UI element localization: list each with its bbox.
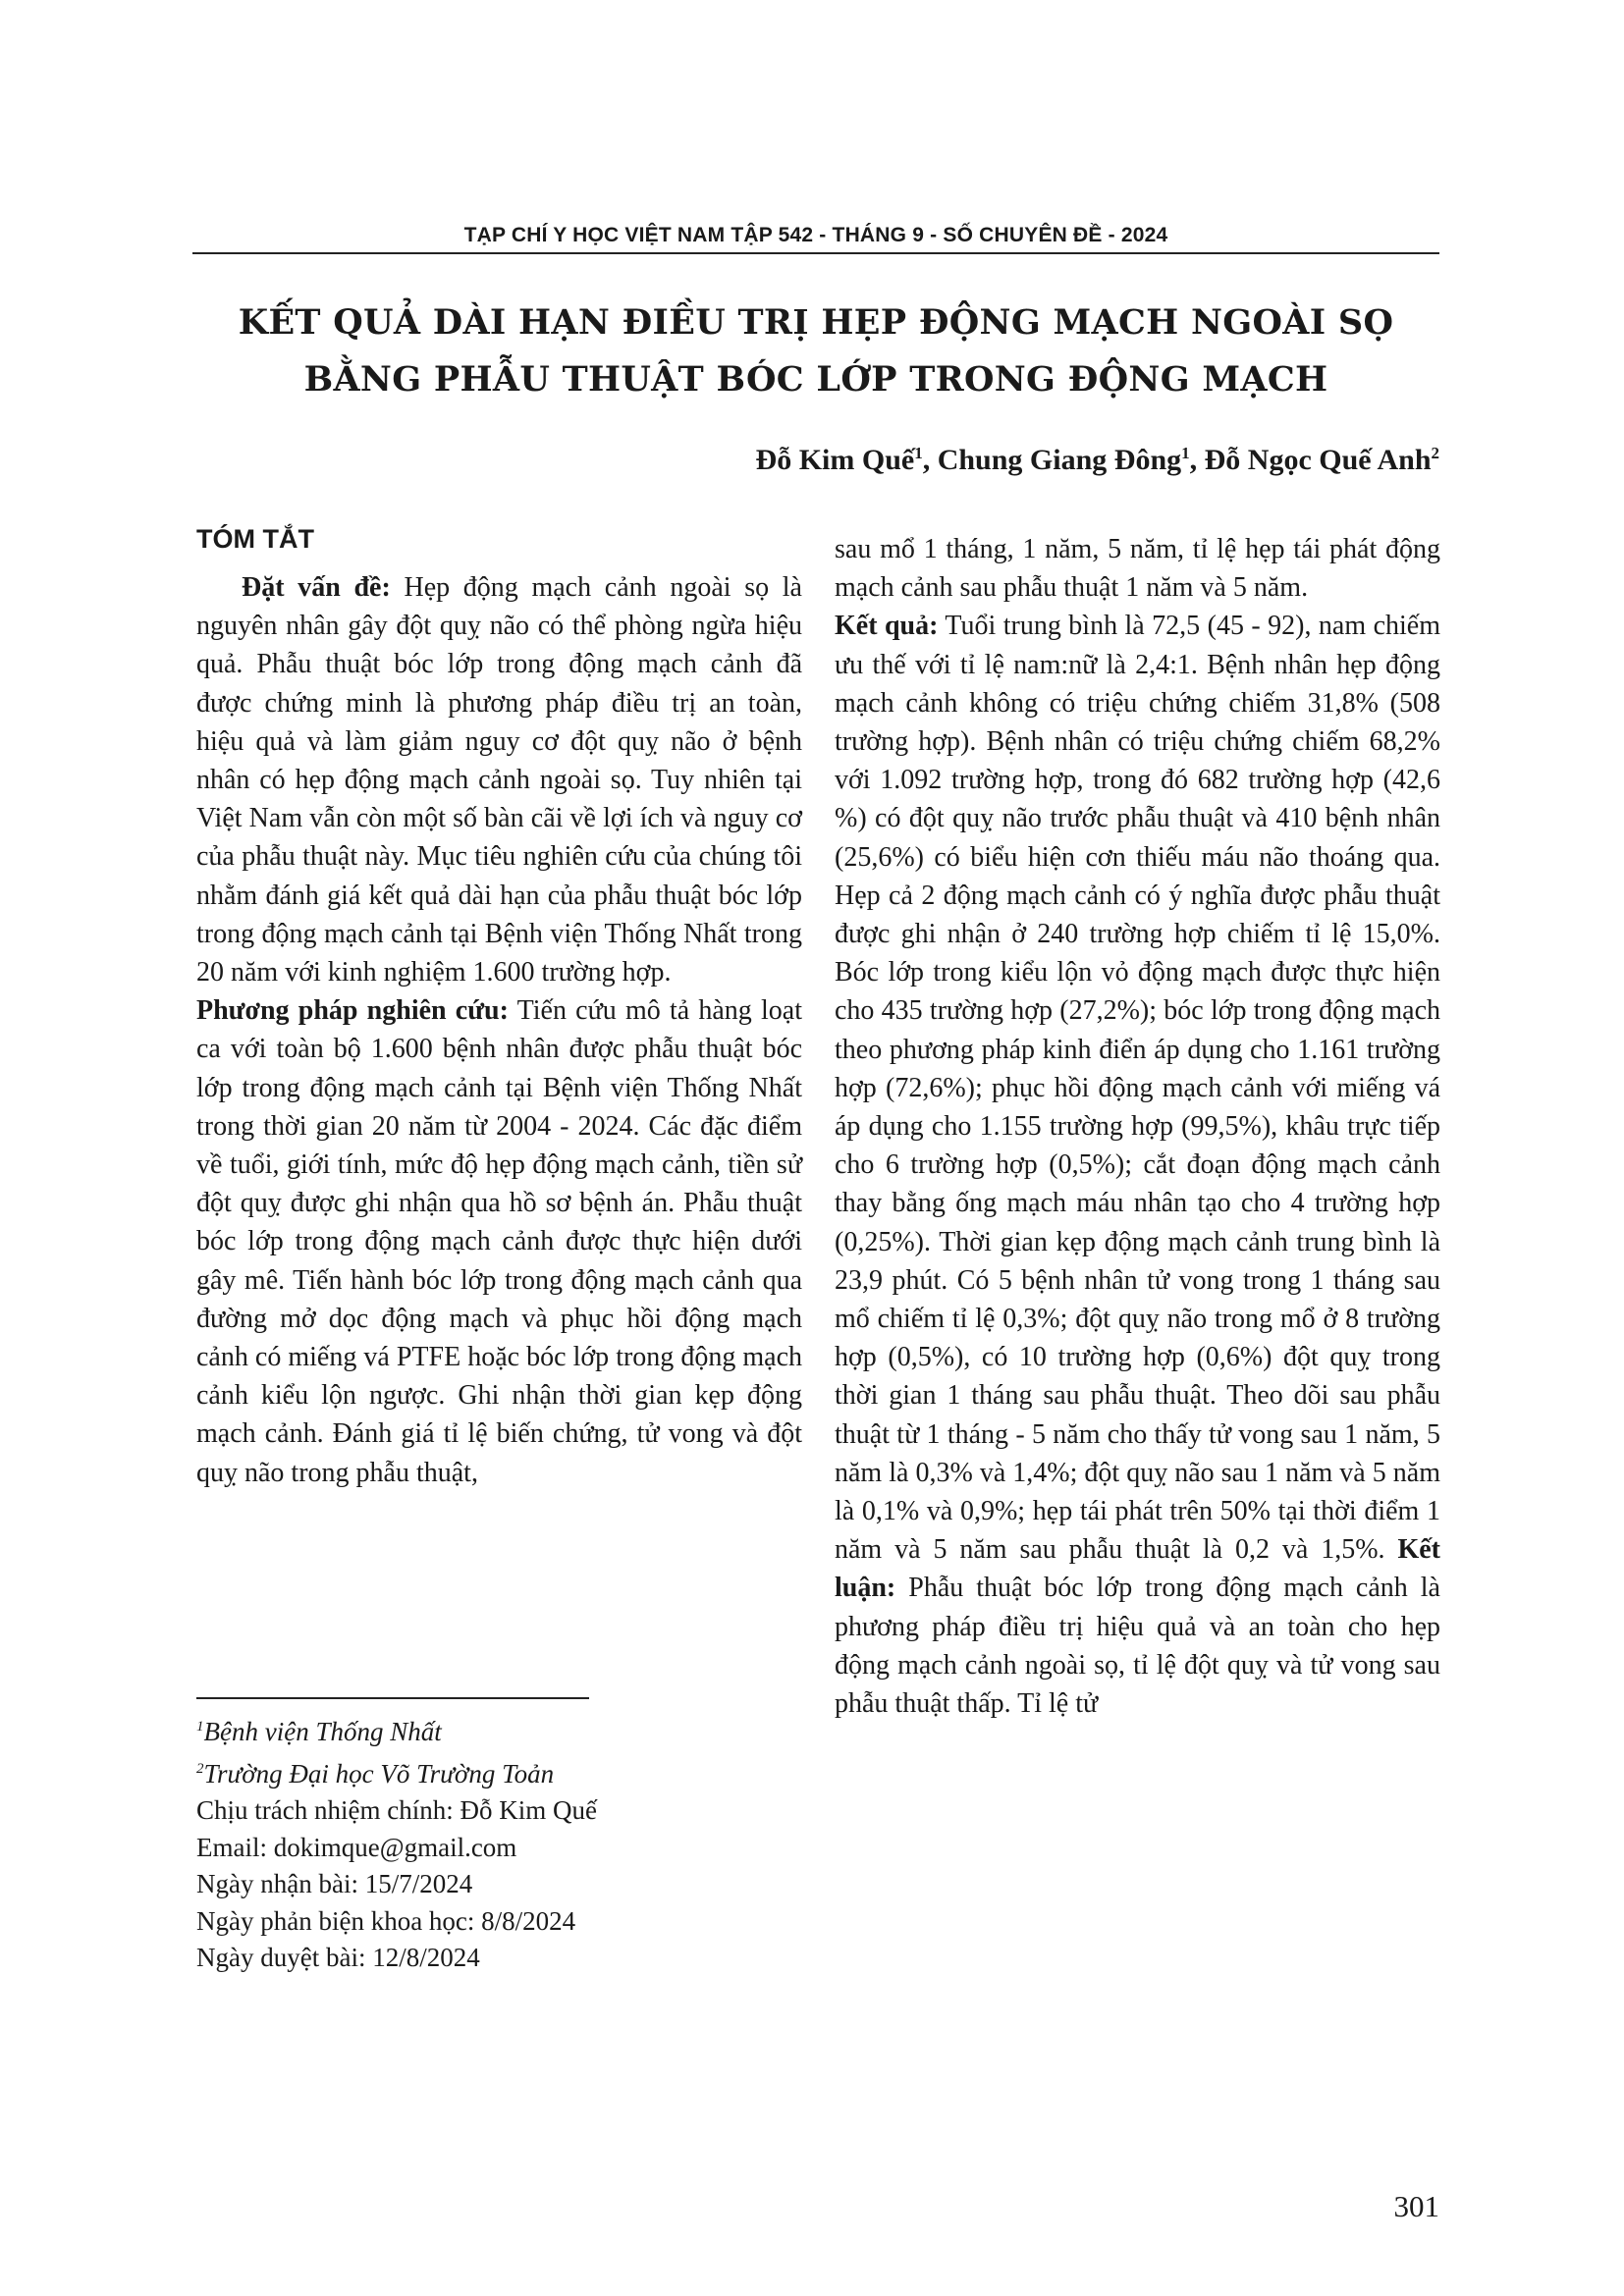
results-text: Tuổi trung bình là 72,5 (45 - 92), nam chiếm ưu thế với tỉ lệ nam:nữ là 2,4:1. Bệnh nhân hẹp động mạch cảnh không có triệu chứng chiếm 31,8% (508 trường hợp). Bệnh nhân có triệu chứng chiếm 68,2% với 1.092 trường hợp, trong đó 682 trường hợp (42,6 %) có đột quỵ não trước phẫu thuật và 410 bệnh nhân (25,6%) có biểu hiện cơn thiếu máu não thoáng qua. Hẹp cả 2 động mạch cảnh có ý nghĩa được phẫu thuật được ghi nhận ở 240 trường hợp chiếm tỉ lệ 15,0%. Bóc lớp trong kiểu lộn vỏ động mạch được thực hiện cho 435 trường hợp (27,2%); bóc lớp trong động mạch theo phương pháp kinh điển áp dụng cho 1.161 trường hợp (72,6%); phục hồi động mạch cảnh với miếng vá áp dụng cho 1.155 trường hợp (99,5%), khâu trực tiếp cho 6 trường hợp (0,5%); cắt đoạn động mạch cảnh thay bằng ống mạch máu nhân tạo cho 4 trường hợp (0,25%). Thời gian kẹp động mạch cảnh trung bình là 23,9 phút. Có 5 bệnh nhân tử vong trong 1 tháng sau mổ chiếm tỉ lệ 0,3%; đột quỵ não trong mổ ở 8 trường hợp (0,5%), có 10 trường hợp (0,6%) đột quỵ trong thời gian 1 tháng sau phẫu thuật. Theo dõi sau phẫu thuật từ 1 tháng - 5 năm cho thấy tử vong sau 1 năm, 5 năm là 0,3% và 1,4%; đột quỵ não sau 1 năm và 5 năm là 0,1% và 0,9%; hẹp tái phát trên 50% tại thời điểm 1 năm và 5 năm sau phẫu thuật là 0,2 và 1,5%. (835, 611, 1441, 1566)
affiliation-2 (196, 1751, 802, 1793)
page-number: 301 (1393, 2189, 1439, 2223)
review-date: Ngày phản biện khoa học: 8/8/2024 (196, 1905, 576, 1936)
methods-continuation: sau mổ 1 tháng, 1 năm, 5 năm, tỉ lệ hẹp tái phát động mạch cảnh sau phẫu thuật 1 năm và 5 năm. (835, 534, 1440, 604)
corresponding-author: Chịu trách nhiệm chính: Đỗ Kim Quế (196, 1795, 597, 1825)
author-separator: , (922, 444, 938, 476)
results-conclusion-paragraph (835, 607, 1440, 1723)
received-date: Ngày nhận bài: 15/7/2024 (196, 1869, 473, 1898)
results-label: Kết quả: (835, 611, 939, 642)
author-2-affiliation: 1 (1181, 444, 1190, 462)
journal-header: TẠP CHÍ Y HỌC VIỆT NAM TẬP 542 - THÁNG 9 - SỐ CHUYÊN ĐỀ - 2024 (463, 224, 1168, 246)
background-label: Đặt vấn đề: (242, 572, 391, 603)
author-2: Chung Giang Đông (937, 444, 1182, 476)
abstract-heading: TÓM TẮT (196, 524, 314, 554)
footnotes (196, 1709, 802, 1977)
title-line-1: KẾT QUẢ DÀI HẠN ĐIỀU TRỊ HẸP ĐỘNG MẠCH NGOÀI SỌ (238, 302, 1394, 343)
email-line: Email: dokimque@gmail.com (196, 1832, 517, 1862)
background-paragraph (196, 568, 802, 991)
author-list (192, 444, 1439, 477)
author-3: Đỗ Ngọc Quế Anh (1204, 444, 1432, 476)
author-1-affiliation: 1 (914, 444, 923, 462)
article-title (192, 294, 1439, 408)
methods-text: Tiến cứu mô tả hàng loạt ca với toàn bộ 1.600 bệnh nhân được phẫu thuật bóc lớp trong động mạch cảnh tại Bệnh viện Thống Nhất trong thời gian 20 năm từ 2004 - 2024. Các đặc điểm về tuổi, giới tính, mức độ hẹp động mạch cảnh, tiền sử đột quỵ được ghi nhận qua hồ sơ bệnh án. Phẫu thuật bóc lớp trong động mạch cảnh được thực hiện dưới gây mê. Tiến hành bóc lớp trong động mạch cảnh qua đường mở dọc động mạch và phục hồi động mạch cảnh có miếng vá PTFE hoặc bóc lớp trong động mạch cảnh kiểu lộn ngược. Ghi nhận thời gian kẹp động mạch cảnh. Đánh giá tỉ lệ biến chứng, tử vong và đột quỵ não trong phẫu thuật, (196, 995, 802, 1488)
right-column (835, 530, 1440, 1723)
affiliation-1-text: Bệnh viện Thống Nhất (203, 1717, 442, 1746)
author-separator: , (1189, 444, 1205, 476)
methods-label: Phương pháp nghiên cứu: (196, 995, 509, 1027)
author-3-affiliation: 2 (1431, 444, 1439, 462)
affiliation-2-text: Trường Đại học Võ Trường Toản (203, 1758, 555, 1789)
affiliation-2-mark: 2 (196, 1760, 204, 1777)
affiliation-1 (196, 1709, 802, 1751)
footnote-rule (196, 1697, 589, 1699)
title-line-2: BẰNG PHẪU THUẬT BÓC LỚP TRONG ĐỘNG MẠCH (303, 359, 1328, 400)
conclusion-label: Kết luận: (835, 1534, 1440, 1604)
background-text: Hẹp động mạch cảnh ngoài sọ là nguyên nhân gây đột quỵ não có thể phòng ngừa hiệu quả. Phẫu thuật bóc lớp trong động mạch cảnh đã được chứng minh là phương pháp điều trị an toàn, hiệu quả và làm giảm nguy cơ đột quỵ não ở bệnh nhân có hẹp động mạch cảnh ngoài sọ. Tuy nhiên tại Việt Nam vẫn còn một số bàn cãi về lợi ích và nguy cơ của phẫu thuật này. Mục tiêu nghiên cứu của chúng tôi nhằm đánh giá kết quả dài hạn của phẫu thuật bóc lớp trong động mạch cảnh tại Bệnh viện Thống Nhất trong 20 năm với kinh nghiệm 1.600 trường hợp. (196, 572, 802, 988)
left-column (196, 568, 802, 1492)
affiliation-1-mark: 1 (196, 1719, 204, 1735)
header-rule (192, 252, 1439, 254)
author-1: Đỗ Kim Quế (755, 444, 915, 476)
conclusion-text: Phẫu thuật bóc lớp trong động mạch cảnh là phương pháp điều trị hiệu quả và an toàn cho hẹp động mạch cảnh ngoài sọ, tỉ lệ đột quỵ và tử vong sau phẫu thuật thấp. Tỉ lệ tử (835, 1573, 1440, 1720)
methods-paragraph (196, 991, 802, 1492)
accepted-date: Ngày duyệt bài: 12/8/2024 (196, 1943, 480, 1972)
